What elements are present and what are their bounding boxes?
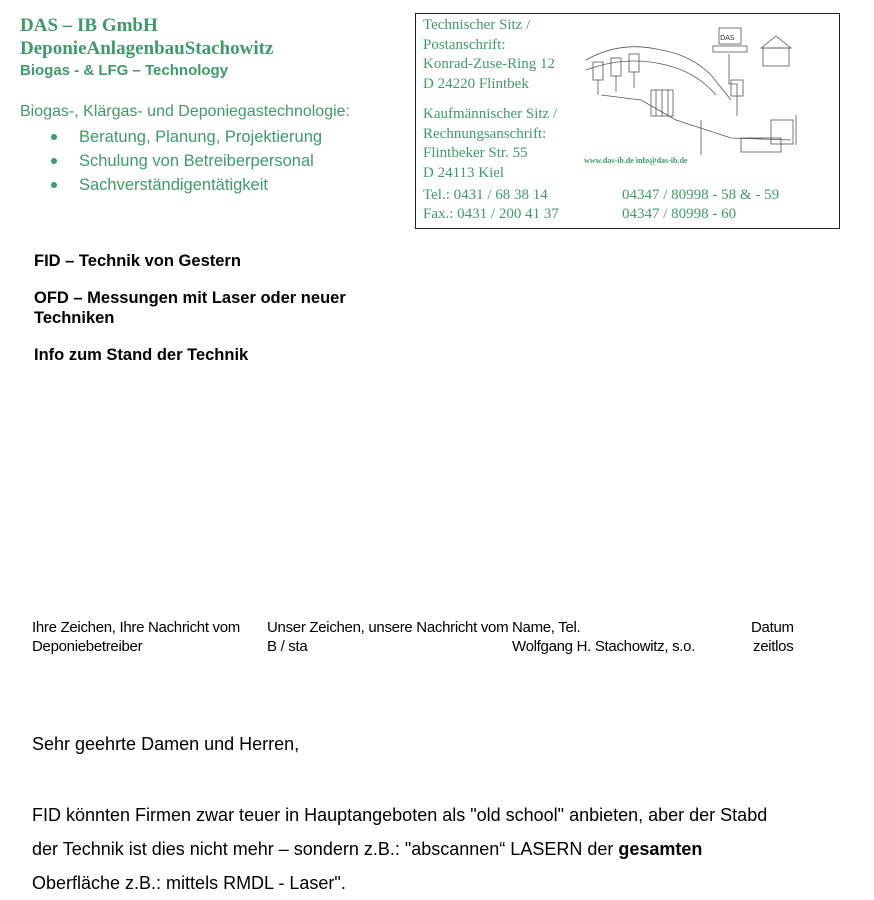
address-line: Kaufmännischer Sitz / bbox=[423, 106, 558, 122]
body-text: der Technik ist dies nicht mehr – sondern z.B.: "abscannen“ LASERN der bbox=[32, 839, 619, 859]
body-line bbox=[32, 832, 842, 866]
reference-value: zeitlos bbox=[753, 638, 794, 655]
logo-label: DAS bbox=[720, 34, 735, 42]
address-line: Konrad-Zuse-Ring 12 bbox=[423, 56, 556, 72]
subject-line: FID – Technik von Gestern bbox=[34, 252, 241, 270]
phone: Tel.: 0431 / 68 38 14 bbox=[423, 187, 548, 203]
service-item: Sachverständigentätigkeit bbox=[79, 173, 350, 197]
date-reference bbox=[751, 618, 794, 656]
company-subname: DeponieAnlagenbauStachowitz bbox=[20, 38, 274, 59]
our-reference bbox=[267, 618, 508, 656]
body-paragraph bbox=[32, 798, 842, 900]
service-item: Beratung, Planung, Projektierung bbox=[79, 125, 350, 149]
reference-value: B / sta bbox=[267, 638, 308, 655]
reference-value: Wolfgang H. Stachowitz, s.o. bbox=[512, 638, 696, 655]
address-box bbox=[415, 13, 840, 229]
contact-right bbox=[622, 186, 779, 224]
fax: Fax.: 0431 / 200 41 37 bbox=[423, 206, 559, 222]
address-line: D 24113 Kiel bbox=[423, 164, 505, 181]
body-line: FID könnten Firmen zwar teuer in Hauptangeboten als "old school" anbieten, aber der Stabd bbox=[32, 805, 768, 825]
emphasis-text: gesamten bbox=[618, 839, 703, 859]
address-line: Technischer Sitz / bbox=[423, 17, 531, 33]
address-line: Rechnungsanschrift: bbox=[423, 125, 547, 142]
services-block bbox=[20, 101, 350, 197]
phone-alt: 04347 / 80998 - 58 & - 59 bbox=[622, 187, 780, 203]
plant-diagram-illustration bbox=[581, 20, 836, 170]
reference-label: Ihre Zeichen, Ihre Nachricht vom bbox=[32, 619, 240, 636]
company-tagline: Biogas - & LFG – Technology bbox=[20, 62, 229, 79]
subject-block bbox=[34, 251, 414, 365]
your-reference bbox=[32, 618, 240, 656]
address-line: Flintbeker Str. 55 bbox=[423, 145, 528, 161]
commercial-address bbox=[423, 105, 557, 183]
reference-label: Name, Tel. bbox=[512, 619, 581, 636]
services-heading: Biogas-, Klärgas- und Deponiegastechnologie: bbox=[20, 103, 350, 120]
salutation: Sehr geehrte Damen und Herren, bbox=[32, 734, 300, 754]
reference-value: Deponiebetreiber bbox=[32, 638, 143, 655]
fax-alt: 04347 / 80998 - 60 bbox=[622, 206, 737, 222]
subject-line: Info zum Stand der Technik bbox=[34, 346, 249, 364]
company-header bbox=[20, 14, 273, 80]
company-name: DAS – IB GmbH bbox=[20, 15, 158, 36]
address-line: D 24220 Flintbek bbox=[423, 75, 529, 92]
web-email-line: www.das-ib.de info@das-ib.de bbox=[584, 156, 688, 165]
address-line: Postanschrift: bbox=[423, 36, 506, 53]
name-reference bbox=[512, 618, 695, 656]
service-item: Schulung von Betreiberpersonal bbox=[79, 149, 350, 173]
services-list bbox=[20, 125, 350, 197]
reference-label: Unser Zeichen, unsere Nachricht vom bbox=[267, 619, 509, 636]
technical-address bbox=[423, 16, 555, 94]
body-line: Oberfläche z.B.: mittels RMDL - Laser". bbox=[32, 873, 346, 893]
subject-line: OFD – Messungen mit Laser oder neuer Techniken bbox=[34, 289, 346, 327]
reference-label: Datum bbox=[751, 619, 794, 636]
contact-left bbox=[423, 186, 559, 224]
